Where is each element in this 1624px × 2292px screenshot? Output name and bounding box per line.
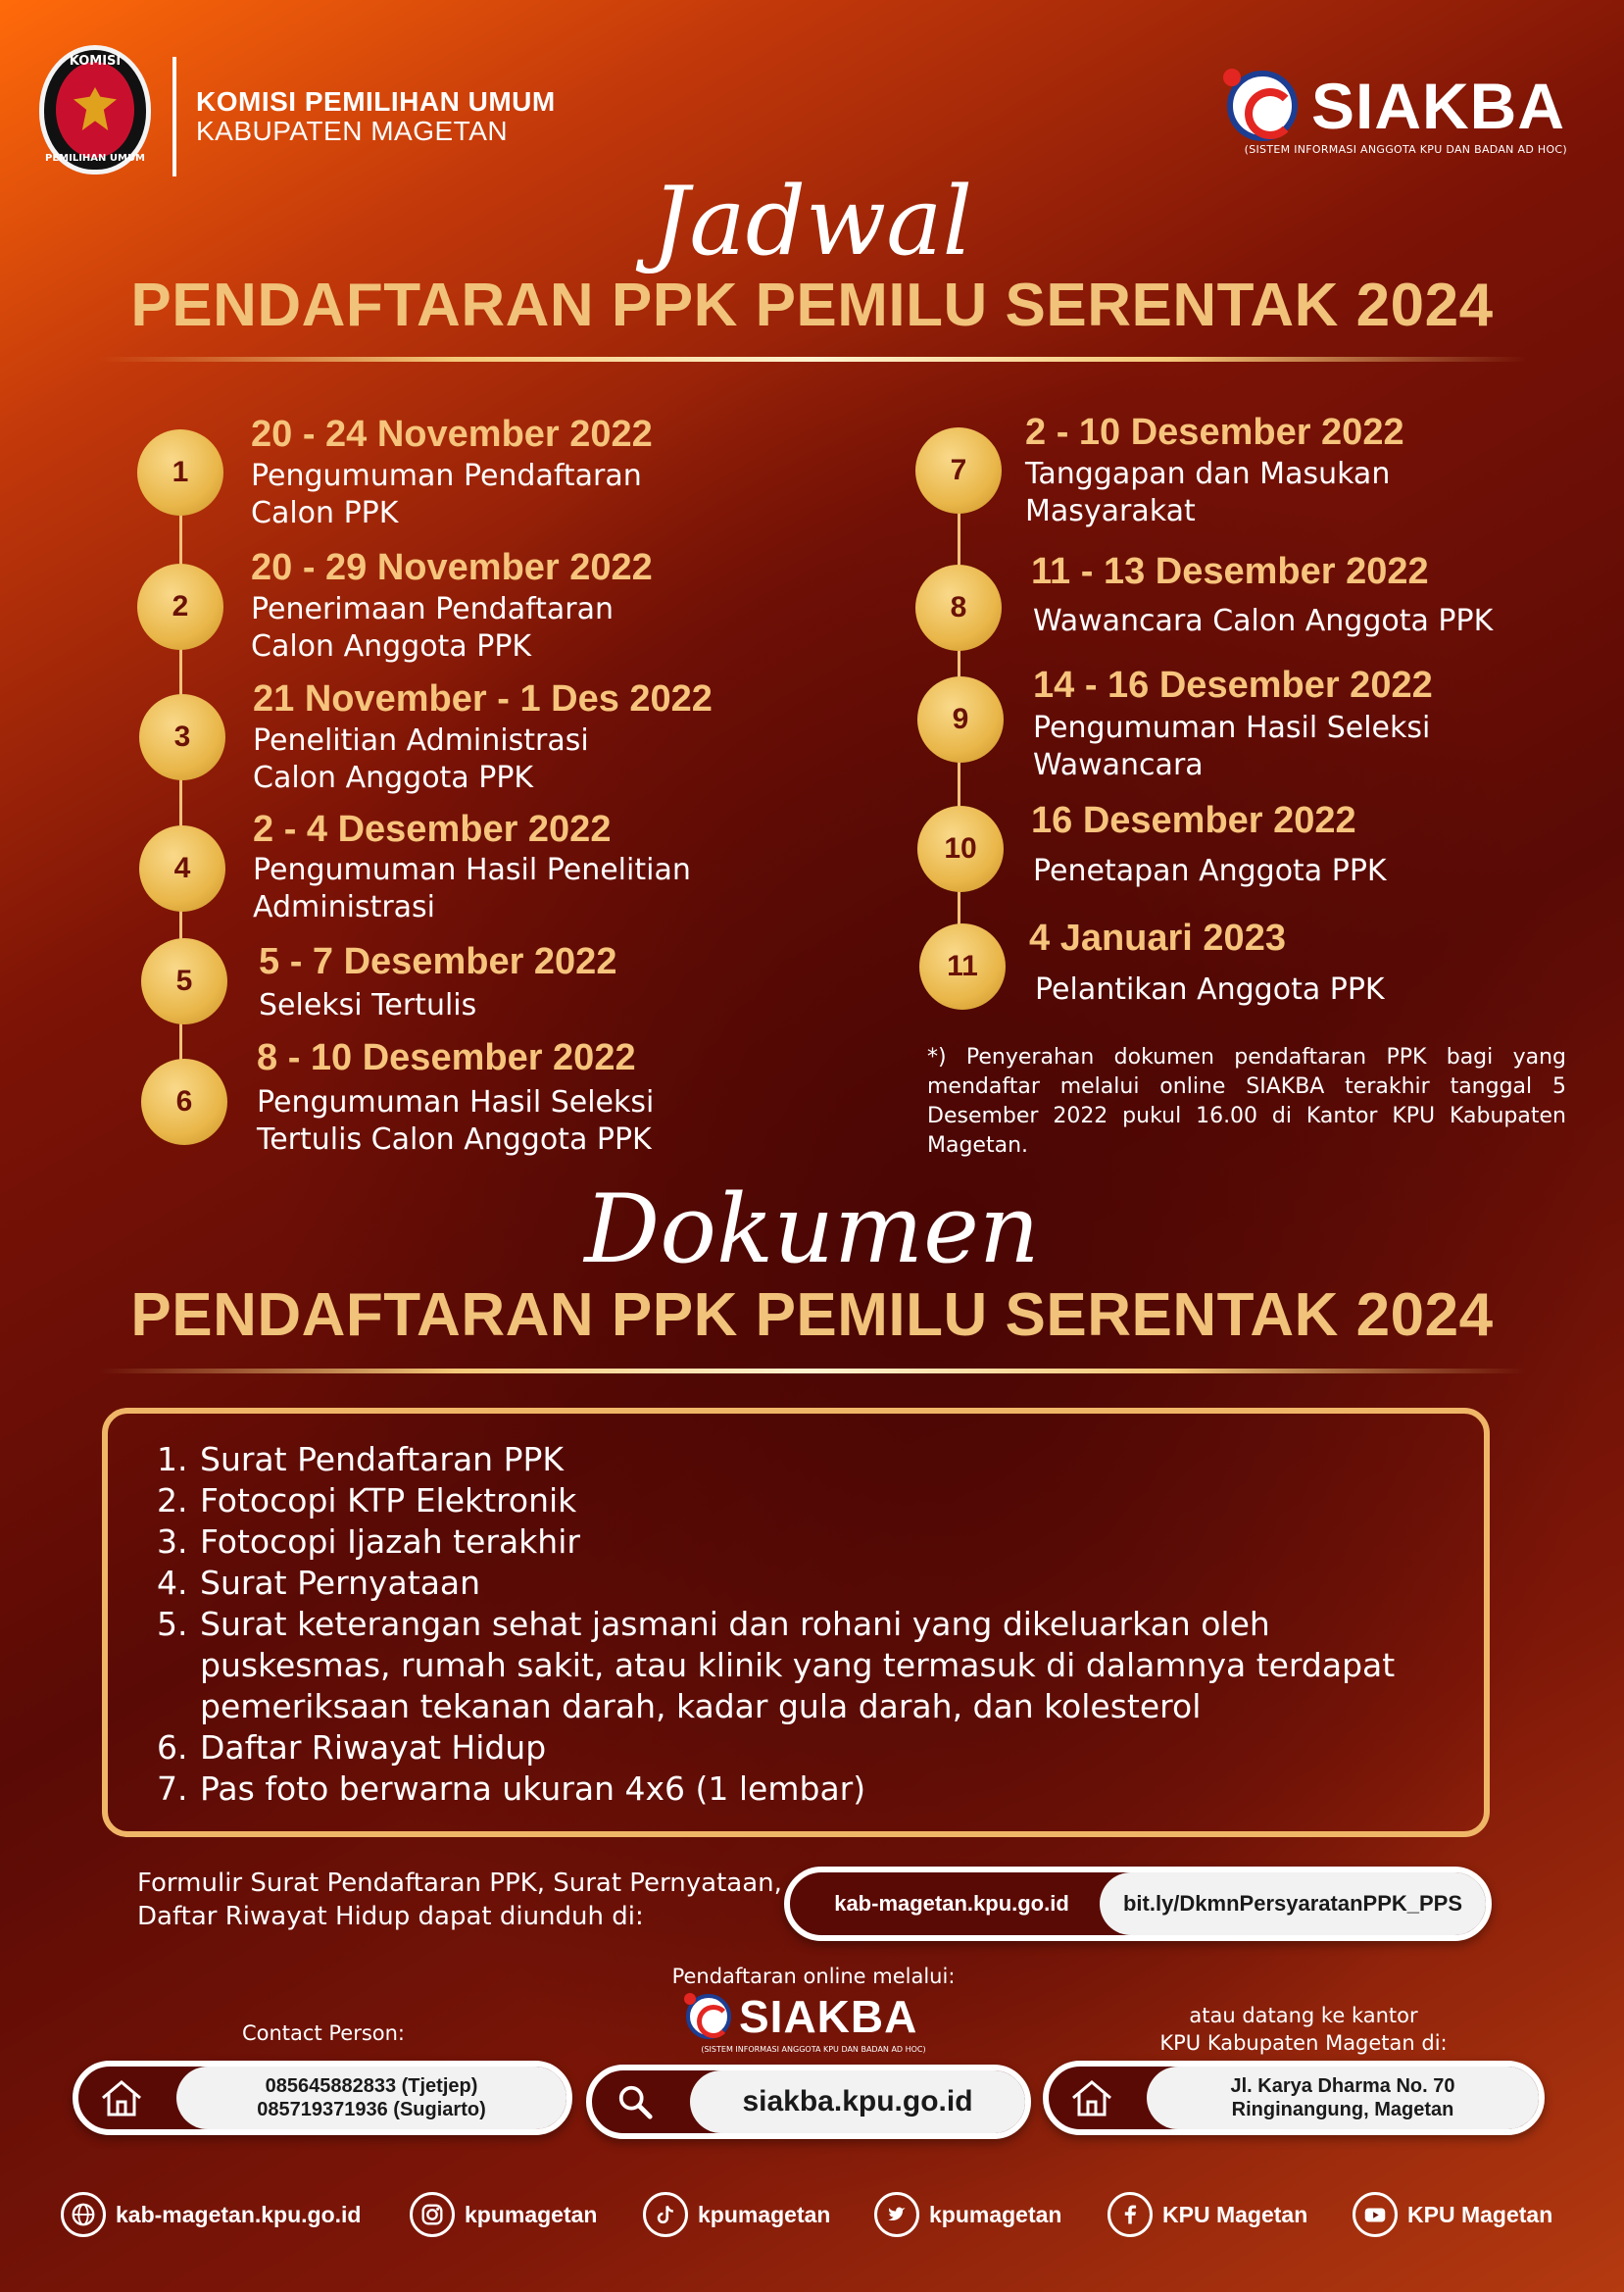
social-label: kab-magetan.kpu.go.id <box>116 2201 362 2227</box>
office-address-pill <box>1043 2061 1545 2135</box>
emblem-top-text: KOMISI <box>69 54 122 69</box>
step-number: 9 <box>917 676 1004 763</box>
schedule-date: 11 - 13 Desember 2022 <box>1031 551 1429 592</box>
document-item: 1. Surat Pendaftaran PPK <box>157 1440 565 1478</box>
social-youtube[interactable] <box>1353 2192 1552 2237</box>
siakba-small-wordmark: SIAKBA <box>739 1991 918 2042</box>
social-label: KPU Magetan <box>1162 2201 1308 2227</box>
schedule-desc: Tertulis Calon Anggota PPK <box>257 1122 652 1157</box>
search-icon <box>610 2082 661 2121</box>
schedule-date: 5 - 7 Desember 2022 <box>259 941 617 982</box>
schedule-date: 8 - 10 Desember 2022 <box>257 1037 636 1078</box>
contact-person-pill <box>73 2061 572 2135</box>
schedule-desc: Tanggapan dan Masukan <box>1025 457 1391 491</box>
step-number: 6 <box>141 1059 227 1145</box>
emblem-bottom-text: PEMILIHAN UMUM <box>44 153 146 164</box>
schedule-date: 16 Desember 2022 <box>1031 800 1356 841</box>
instagram-icon <box>410 2192 455 2237</box>
siakba-site[interactable]: siakba.kpu.go.id <box>690 2070 1025 2133</box>
house-icon <box>1066 2078 1117 2118</box>
download-text: Formulir Surat Pendaftaran PPK, Surat Pernyataan, Daftar Riwayat Hidup dapat diunduh di: <box>137 1868 782 1931</box>
online-label: Pendaftaran online melalui: <box>671 1965 956 1988</box>
document-item: 6. Daftar Riwayat Hidup <box>157 1728 547 1767</box>
globe-icon <box>61 2192 106 2237</box>
schedule-date: 2 - 4 Desember 2022 <box>253 809 612 850</box>
social-instagram[interactable] <box>410 2192 597 2237</box>
siakba-mark-icon <box>686 1994 731 2039</box>
kpu-emblem-logo <box>39 45 151 174</box>
schedule-desc: Masyarakat <box>1025 494 1196 528</box>
schedule-date: 20 - 29 November 2022 <box>251 547 653 588</box>
social-label: kpumagetan <box>698 2201 831 2227</box>
org-name: KOMISI PEMILIHAN UMUM <box>196 86 556 117</box>
download-short-link[interactable]: bit.ly/DkmnPersyaratanPPK_PPS <box>1100 1872 1486 1935</box>
siakba-mark-icon <box>1227 71 1298 141</box>
download-links-pill <box>784 1867 1492 1941</box>
office-address: Jl. Karya Dharma No. 70 Ringinangung, Magetan <box>1147 2067 1539 2129</box>
document-item: 7. Pas foto berwarna ukuran 4x6 (1 lembar) <box>157 1769 866 1808</box>
schedule-desc: Pengumuman Pendaftaran <box>251 459 642 493</box>
contact-phones <box>176 2067 566 2129</box>
siakba-site-pill[interactable] <box>586 2065 1031 2139</box>
submission-note: *) Penyerahan dokumen pendaftaran PPK bagi yang mendaftar melalui online SIAKBA terakhir tanggal 5 Desember 2022 pukul 16.00 di Kantor KPU Kabupaten Magetan. <box>927 1045 1566 1158</box>
contact-phone[interactable]: 085719371936 (Sugiarto) <box>257 2099 486 2120</box>
office-label: atau datang ke kantor KPU Kabupaten Magetan di: <box>1159 2004 1448 2055</box>
schedule-desc: Seleksi Tertulis <box>259 988 477 1022</box>
social-label: KPU Magetan <box>1407 2201 1553 2227</box>
org-region: KABUPATEN MAGETAN <box>196 116 509 146</box>
step-number: 4 <box>139 825 225 912</box>
schedule-desc: Pengumuman Hasil Seleksi <box>1033 711 1431 745</box>
schedule-desc: Pelantikan Anggota PPK <box>1035 972 1385 1007</box>
schedule-desc: Pengumuman Hasil Penelitian <box>253 853 691 887</box>
schedule-date: 2 - 10 Desember 2022 <box>1025 412 1404 453</box>
schedule-desc: Pengumuman Hasil Seleksi <box>257 1085 655 1120</box>
step-number: 2 <box>137 564 223 650</box>
document-item: 2. Fotocopi KTP Elektronik <box>157 1481 577 1520</box>
schedule-date: 21 November - 1 Des 2022 <box>253 678 713 720</box>
step-number: 10 <box>917 806 1004 892</box>
schedule-divider <box>98 357 1526 362</box>
facebook-icon <box>1107 2192 1153 2237</box>
documents-title: PENDAFTARAN PPK PEMILU SERENTAK 2024 <box>130 1281 1494 1349</box>
schedule-date: 4 Januari 2023 <box>1029 918 1286 959</box>
schedule-desc: Calon Anggota PPK <box>251 629 532 664</box>
schedule-script-title: Jadwal <box>651 167 973 276</box>
schedule-desc: Penerimaan Pendaftaran <box>251 592 614 626</box>
social-facebook[interactable] <box>1107 2192 1307 2237</box>
schedule-desc: Penetapan Anggota PPK <box>1033 854 1387 888</box>
social-label: kpumagetan <box>465 2201 598 2227</box>
social-tiktok[interactable] <box>643 2192 830 2237</box>
siakba-wordmark: SIAKBA <box>1310 70 1565 142</box>
document-item: 3. Fotocopi Ijazah terakhir <box>157 1522 580 1561</box>
schedule-desc: Wawancara <box>1033 748 1204 782</box>
step-number: 8 <box>915 565 1002 651</box>
step-number: 11 <box>919 923 1006 1010</box>
document-item: 4. Surat Pernyataan <box>157 1564 481 1602</box>
schedule-desc: Calon Anggota PPK <box>253 761 534 795</box>
siakba-small-logo <box>686 1990 917 2043</box>
siakba-tagline: (SISTEM INFORMASI ANGGOTA KPU DAN BADAN AD HOC) <box>1244 143 1567 156</box>
house-icon <box>96 2078 147 2118</box>
document-item: 5. Surat keterangan sehat jasmani dan rohani yang dikeluarkan oleh puskesmas, rumah sakit, atau klinik yang termasuk di dalamnya terdapat pemeriksaan tekanan darah, kadar gula darah, dan kolesterol <box>157 1605 1396 1725</box>
youtube-icon <box>1353 2192 1398 2237</box>
contact-phone[interactable]: 085645882833 (Tjetjep) <box>265 2075 478 2097</box>
social-website[interactable] <box>61 2192 361 2237</box>
schedule-date: 14 - 16 Desember 2022 <box>1033 665 1433 706</box>
schedule-date: 20 - 24 November 2022 <box>251 414 653 455</box>
schedule-desc: Wawancara Calon Anggota PPK <box>1033 604 1494 638</box>
twitter-icon <box>874 2192 919 2237</box>
documents-list <box>157 1439 1451 1810</box>
documents-script-title: Dokumen <box>584 1174 1040 1284</box>
schedule-desc: Penelitian Administrasi <box>253 723 589 758</box>
step-number: 1 <box>137 429 223 516</box>
step-number: 7 <box>915 427 1002 514</box>
download-site-link[interactable]: kab-magetan.kpu.go.id <box>834 1891 1069 1916</box>
step-number: 5 <box>141 938 227 1024</box>
schedule-title: PENDAFTARAN PPK PEMILU SERENTAK 2024 <box>130 272 1494 339</box>
tiktok-icon <box>643 2192 688 2237</box>
siakba-small-tagline: (SISTEM INFORMASI ANGGOTA KPU DAN BADAN AD HOC) <box>701 2045 926 2054</box>
contact-label: Contact Person: <box>241 2021 406 2045</box>
documents-divider <box>98 1369 1526 1373</box>
schedule-desc: Calon PPK <box>251 496 399 530</box>
social-label: kpumagetan <box>929 2201 1062 2227</box>
schedule-desc: Administrasi <box>253 890 436 924</box>
step-number: 3 <box>139 694 225 780</box>
social-twitter[interactable] <box>874 2192 1061 2237</box>
siakba-logo <box>1227 69 1565 143</box>
header-divider <box>172 57 176 176</box>
